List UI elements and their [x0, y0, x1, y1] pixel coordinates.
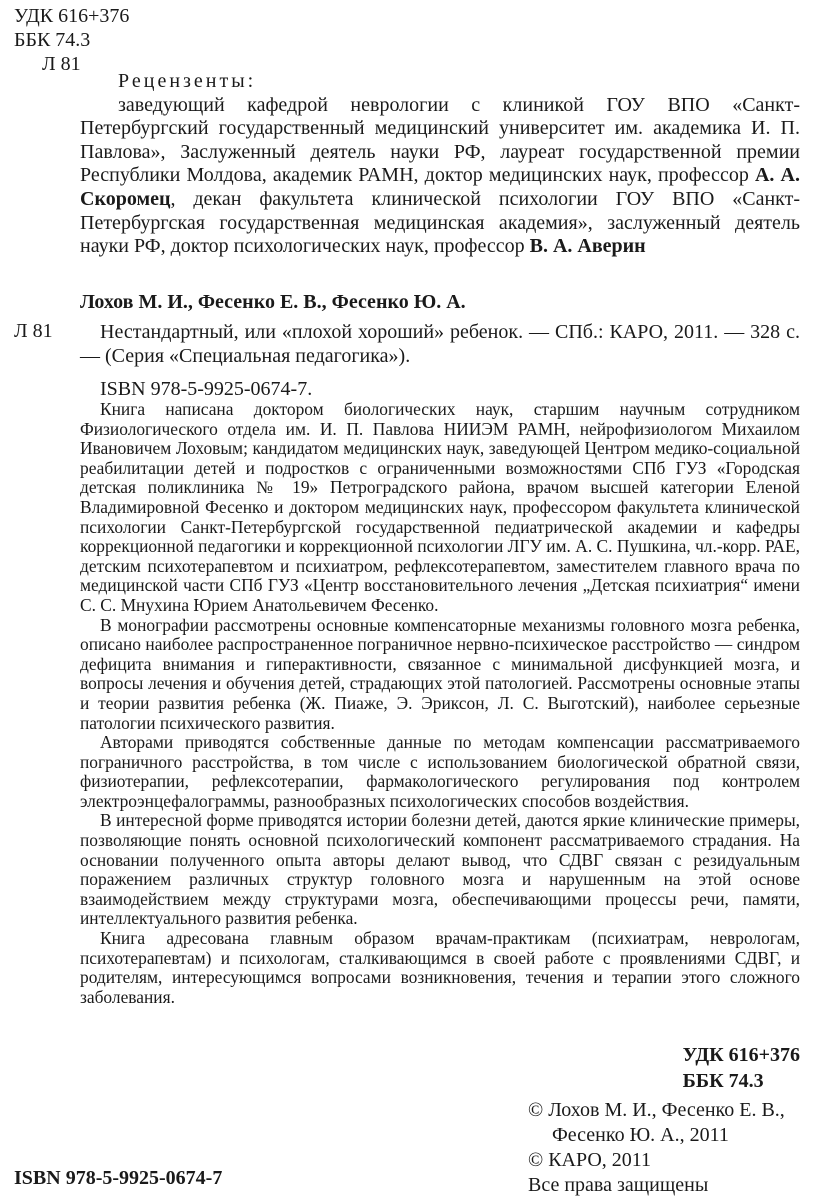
bibliographic-record [80, 320, 800, 368]
author-mark-bib: Л 81 [14, 320, 53, 342]
isbn-bib: ISBN 978-5-9925-0674-7. [100, 378, 313, 400]
annotation-paragraph: Книга написана доктором биологических наук, старшим научным сотрудником Физиологического отдела им. И. П. Павлова НИИЭМ РАМН, нейрофизиологом Михаилом Ивановичем Лоховым; кандидатом медицинских наук, заведующей Центром медико-социальной реабилитации детей и подростков с ограниченными возможностями СПб ГУЗ «Городская детская поликлиника № 19» Петроградского района, врачом высшей категории Еленой Владимировной Фесенко и доктором медицинских наук, профессором факультета клинической психологии Санкт-Петербургской государственной педиатрической академии и кафедры коррекционной педагогики и коррекционной психологии ЛГУ им. А. С. Пушкина, чл.-корр. РАЕ, детским психотерапевтом и психиатром, рефлексотерапевтом, заместителем главного врача по медицинской части СПб ГУЗ «Центр восстановительного лечения „Детская психиатрия“ имени С. С. Мнухина Юрием Анатольевичем Фесенко. [80, 399, 800, 615]
annotation-paragraph: В монографии рассмотрены основные компенсаторные механизмы головного мозга ребенка, описано наиболее распространенное пограничное нервно-психическое расстройство — синдром дефицита внимания и гиперактивности, связанное с минимальной дисфункцией мозга, и вопросы лечения и обучения детей, страдающих этой патологией. Рассмотрены основные этапы и теории развития ребенка (Ж. Пиаже, Э. Эриксон, Л. С. Выготский), наиболее серьезные патологии психического развития. [80, 614, 800, 733]
reviewers-heading: Рецензенты: [118, 70, 257, 92]
annotation-paragraph: В интересной форме приводятся истории болезни детей, даются яркие клинические примеры, позволяющие понять основной психологический компонент рассматриваемого страдания. На основании полученного опыта авторы делают вывод, что СДВГ связан с резидуальным поражением различных структур головного мозга и нарушенным на этой основе взаимодействием между структурами мозга, обеспечивающими процессы речи, памяти, интеллектуального развития ребенка. [80, 810, 800, 929]
book-title: Нестандартный, или «плохой хороший» ребенок. — СПб.: КАРО, 2011. — 328 с. — (Серия «Специальная педагогика»). [80, 321, 800, 367]
annotation-paragraph: Авторами приводятся собственные данные по методам компенсации рассматриваемого пограничного расстройства, в том числе с использованием биологической обратной связи, физиотерапии, рефлексотерапии, фармакологического регулирования под контролем электроэнцефалограммы, разнообразных психологических способов воздействия. [80, 732, 800, 811]
annotation [80, 400, 800, 1007]
authors: Лохов М. И., Фесенко Е. В., Фесенко Ю. А. [80, 291, 466, 313]
copyright-authors-cont: Фесенко Ю. А., 2011 [552, 1124, 729, 1146]
reviewer1-description: заведующий кафедрой неврологии с клиникой ГОУ ВПО «Санкт-Петербургский государственный медицинский университет им. академика И. П. Павлова», Заслуженный деятель науки РФ, лауреат государственной премии Республики Молдова, академик РАМН, доктор медицинских наук, профессор [80, 93, 800, 187]
rights-reserved: Все права защищены [528, 1174, 709, 1196]
udk-code-bottom: УДК 616+376 [682, 1044, 800, 1066]
copyright-block [528, 1098, 785, 1198]
reviewer2-description: , декан факультета клинической психологии ГОУ ВПО «Санкт-Петербургская государственная медицинская академия», заслуженный деятель науки РФ, доктор психологических наук, профессор [80, 187, 800, 258]
copyright-publisher: © КАРО, 2011 [528, 1149, 652, 1171]
classification-codes-bottom [683, 1042, 800, 1094]
author-mark: Л 81 [42, 53, 81, 75]
reviewers-block [80, 70, 800, 259]
isbn-bottom: ISBN 978-5-9925-0674-7 [14, 1167, 223, 1189]
reviewers-text [80, 94, 800, 259]
bbk-code-bottom: ББК 74.3 [682, 1070, 764, 1092]
copyright-authors: © Лохов М. И., Фесенко Е. В., [528, 1099, 785, 1121]
bbk-code: ББК 74.3 [14, 29, 91, 51]
reviewer2-name: В. А. Аверин [529, 235, 646, 258]
udk-code: УДК 616+376 [14, 5, 130, 27]
classification-codes [14, 4, 129, 76]
annotation-paragraph: Книга адресована главным образом врачам-практикам (психиатрам, неврологам, психотерапевтам) и психологам, сталкивающимся в своей работе с проявлениями СДВГ, и родителям, интересующимся вопросами возникновения, течения и терапии этого сложного заболевания. [80, 928, 800, 1007]
reviewer1-name: А. А. Скоромец [80, 164, 800, 210]
